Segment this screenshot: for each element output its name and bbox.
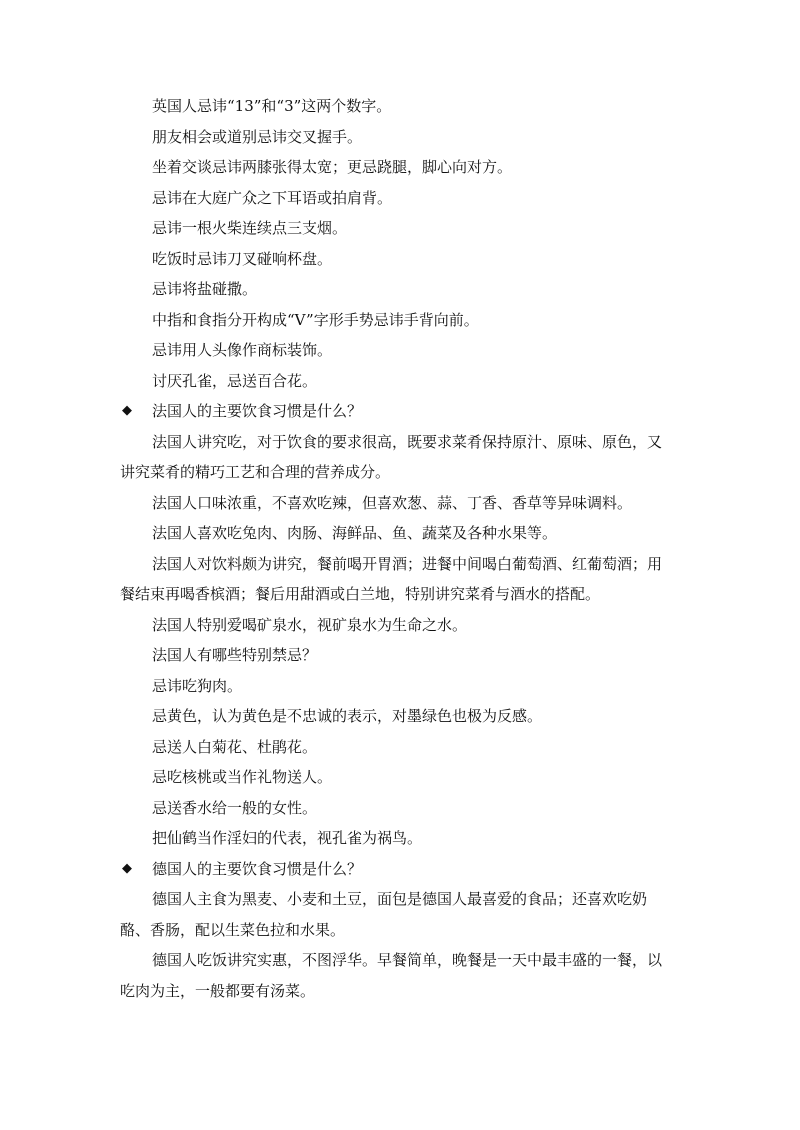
section-heading-text: 法国人的主要饮食习惯是什么？ xyxy=(152,402,363,420)
paragraph-line: 忌送香水给一般的女性。 xyxy=(152,798,318,817)
paragraph-line: 吃肉为主，一般都要有汤菜。 xyxy=(120,981,316,1000)
paragraph-line: 法国人特别爱喝矿泉水，视矿泉水为生命之水。 xyxy=(152,615,468,634)
paragraph-line: 坐着交谈忌讳两膝张得太宽；更忌跷腿，脚心向对方。 xyxy=(152,158,513,176)
paragraph-line: 忌讳一根火柴连续点三支烟。 xyxy=(152,219,348,237)
diamond-bullet-icon: ◆ xyxy=(122,403,132,418)
paragraph-line: 吃饭时忌讳刀叉碰响杯盘。 xyxy=(152,249,333,268)
paragraph-line: 英国人忌讳“13”和“3”这两个数字。 xyxy=(152,97,392,115)
paragraph-line: 德国人吃饭讲究实惠，不图浮华。早餐简单，晚餐是一天中最丰盛的一餐，以 xyxy=(152,951,663,969)
section-heading-text: 德国人的主要饮食习惯是什么？ xyxy=(152,859,363,878)
paragraph-line: 法国人对饮料颇为讲究，餐前喝开胃酒；进餐中间喝白葡萄酒、红葡萄酒；用 xyxy=(152,554,663,573)
paragraph-line: 忌讳用人头像作商标装饰。 xyxy=(152,341,333,359)
document-body xyxy=(120,91,700,1006)
paragraph-line: 法国人有哪些特别禁忌？ xyxy=(152,646,318,664)
paragraph-line: 法国人喜欢吃兔肉、肉肠、海鲜品、鱼、蔬菜及各种水果等。 xyxy=(152,524,558,542)
paragraph-line: 忌送人白菊花、杜鹃花。 xyxy=(152,737,318,756)
paragraph-line: 朋友相会或道别忌讳交叉握手。 xyxy=(152,127,363,146)
paragraph-line: 讲究菜肴的精巧工艺和合理的营养成分。 xyxy=(120,463,391,481)
section-heading xyxy=(120,396,700,427)
paragraph-line: 忌吃核桃或当作礼物送人。 xyxy=(152,768,333,786)
paragraph-line: 忌讳将盐碰撒。 xyxy=(152,280,258,298)
paragraph-line: 酪、香肠，配以生菜色拉和水果。 xyxy=(120,920,346,939)
paragraph-line: 把仙鹤当作淫妇的代表，视孔雀为祸鸟。 xyxy=(152,829,423,847)
paragraph-line: 法国人口味浓重，不喜欢吃辣，但喜欢葱、蒜、丁香、香草等异味调料。 xyxy=(152,493,633,512)
paragraph-line: 讨厌孔雀，忌送百合花。 xyxy=(152,371,318,390)
paragraph-line: 中指和食指分开构成“V”字形手势忌讳手背向前。 xyxy=(152,310,479,329)
paragraph-line: 忌讳在大庭广众之下耳语或拍肩背。 xyxy=(152,188,393,207)
paragraph-line: 餐结束再喝香槟酒；餐后用甜酒或白兰地，特别讲究菜肴与酒水的搭配。 xyxy=(120,585,601,603)
paragraph-line: 忌黄色，认为黄色是不忠诚的表示，对墨绿色也极为反感。 xyxy=(152,707,543,725)
paragraph-line: 忌讳吃狗肉。 xyxy=(152,676,243,695)
diamond-bullet-icon: ◆ xyxy=(122,860,132,876)
paragraph-line: 德国人主食为黑麦、小麦和土豆，面包是德国人最喜爱的食品；还喜欢吃奶 xyxy=(152,890,648,908)
section-heading xyxy=(120,854,700,885)
paragraph-line: 法国人讲究吃，对于饮食的要求很高，既要求菜肴保持原汁、原味、原色，又 xyxy=(152,432,663,451)
